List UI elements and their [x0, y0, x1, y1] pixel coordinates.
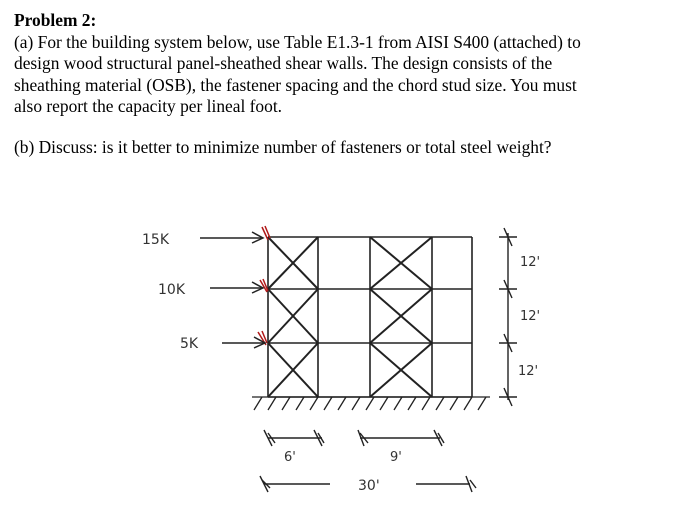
story-height-bottom: 12' [518, 364, 539, 379]
problem-title: Problem 2: [14, 10, 97, 30]
part-a-line-3: sheathing material (OSB), the fastener spacing and the chord stud size. You must [14, 74, 577, 95]
frame-grid [268, 237, 472, 397]
part-b-text: (b) Discuss: is it better to minimize number of fasteners or total steel weight? [14, 136, 552, 157]
story-height-dimension [499, 228, 517, 406]
load-arrows [200, 232, 265, 348]
dimension-total-width: 30' [358, 478, 380, 494]
story-height-top: 12' [520, 255, 541, 270]
load-label-top: 15K [142, 232, 169, 248]
load-label-middle: 10K [158, 282, 185, 298]
left-bay-x-bracing [268, 237, 318, 397]
middle-bay-x-bracing [370, 237, 432, 397]
ground-hatching [252, 397, 490, 410]
part-a-line-4: also report the capacity per lineal foot. [14, 96, 282, 116]
part-a-line-2: design wood structural panel-sheathed shear walls. The design consists of the [14, 53, 553, 73]
part-a-line-1: (a) For the building system below, use Table E1.3-1 from AISI S400 (attached) to [14, 31, 581, 52]
story-height-middle: 12' [520, 309, 541, 324]
load-label-bottom: 5K [180, 336, 199, 352]
dimension-bay-spacing: 9' [390, 450, 402, 465]
dimension-braced-bay: 6' [284, 450, 296, 465]
